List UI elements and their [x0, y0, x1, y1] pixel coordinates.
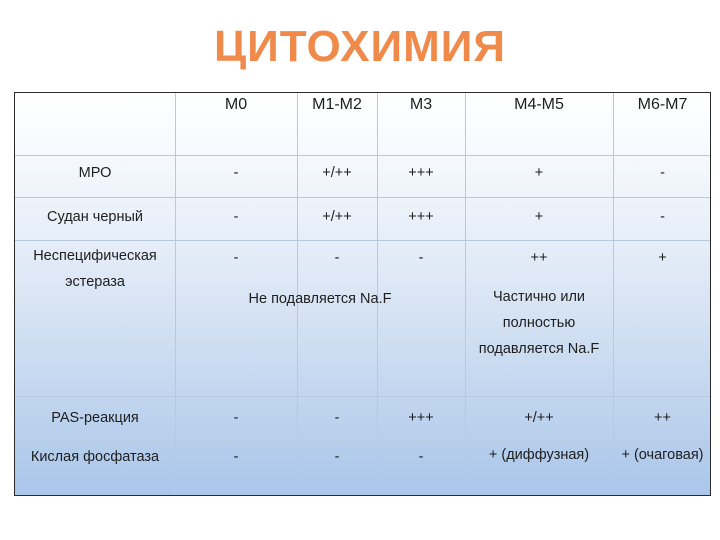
- table-cell: +/++: [524, 410, 554, 426]
- row-label-acid-phosphatase: Кислая фосфатаза: [30, 449, 160, 465]
- table-cell: +/++: [322, 165, 352, 181]
- table-cell: -: [418, 449, 424, 465]
- cytochemistry-table: [14, 92, 711, 496]
- note-partially-inhibited: Частично или полностью подавляется Na.F: [478, 289, 600, 357]
- row-label-mpo: МРО: [78, 165, 112, 181]
- grid-line: [613, 93, 614, 495]
- col-header-m3: М3: [409, 96, 433, 113]
- row-label-sudan-black: Судан черный: [46, 209, 143, 225]
- table-cell: +++: [408, 165, 434, 181]
- slide-title: ЦИТОХИМИЯ: [214, 22, 506, 71]
- table-cell: +: [658, 250, 667, 266]
- table-cell: ++: [530, 250, 548, 266]
- table-cell: -: [233, 209, 239, 225]
- table-cell: -: [233, 250, 239, 266]
- grid-line: [15, 440, 710, 441]
- table-cell: -: [233, 449, 239, 465]
- table-cell: ++: [654, 410, 671, 426]
- table-cell: -: [660, 209, 665, 225]
- table-cell: -: [334, 449, 340, 465]
- col-header-m1-m2: М1-М2: [312, 96, 362, 113]
- grid-line: [15, 240, 710, 241]
- table-cell: -: [334, 410, 340, 426]
- row-label-pas-reaction: PAS-реакция: [51, 410, 139, 426]
- note-not-inhibited: Не подавляется Na.F: [248, 291, 392, 307]
- table-cell: + (очаговая): [621, 447, 704, 463]
- table-cell: +: [534, 165, 544, 181]
- grid-line: [465, 93, 466, 495]
- table-cell: +++: [408, 410, 434, 426]
- table-cell: +++: [408, 209, 434, 225]
- grid-line: [15, 396, 710, 397]
- row-label-nonspecific-esterase: Неспецифическая эстераза: [33, 248, 157, 290]
- table-cell: -: [334, 250, 340, 266]
- table-cell: -: [233, 410, 239, 426]
- table-cell: -: [660, 165, 665, 181]
- col-header-m0: М0: [224, 96, 248, 113]
- table-cell: -: [418, 250, 424, 266]
- table-cell: +/++: [322, 209, 352, 225]
- col-header-m4-m5: М4-М5: [514, 96, 564, 113]
- grid-line: [15, 155, 710, 156]
- table-cell: -: [233, 165, 239, 181]
- table-cell: +: [534, 209, 544, 225]
- col-header-m6-m7: М6-М7: [637, 96, 688, 113]
- grid-line: [15, 197, 710, 198]
- table-cell: + (диффузная): [488, 447, 590, 463]
